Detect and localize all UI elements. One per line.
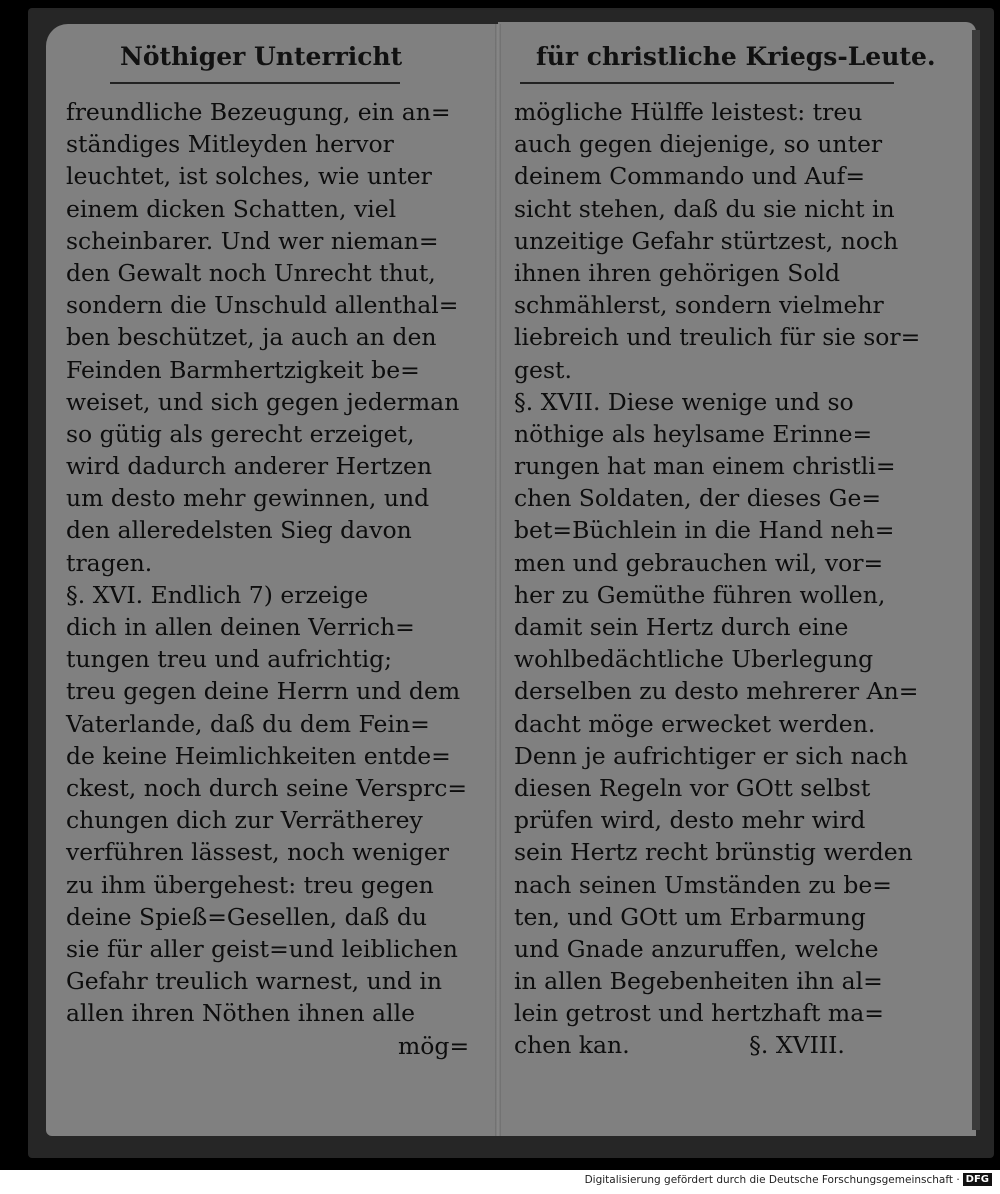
text-line: weiset, und sich gegen jederman xyxy=(66,387,460,416)
running-head-right: für christliche Kriegs-Leute. xyxy=(536,42,936,71)
text-line: in allen Begebenheiten ihn al= xyxy=(514,967,883,996)
text-line: einem dicken Schatten, viel xyxy=(66,194,397,223)
text-line: leuchtet, ist solches, wie unter xyxy=(66,162,432,191)
text-line: gest. xyxy=(514,355,572,384)
text-line: auch gegen diejenige, so unter xyxy=(514,130,883,159)
header-rule-right xyxy=(520,82,894,84)
left-page-text xyxy=(66,96,472,1029)
text-line: und Gnade anzuruffen, welche xyxy=(514,934,879,963)
text-line: lein getrost und hertzhaft ma= xyxy=(514,999,884,1028)
text-line: diesen Regeln vor GOtt selbst xyxy=(514,773,871,802)
text-line: den alleredelsten Sieg davon xyxy=(66,516,412,545)
text-line: sein Hertz recht brünstig werden xyxy=(514,838,913,867)
text-line: chen kan. §. XVIII. xyxy=(514,1031,845,1060)
text-line: men und gebrauchen wil, vor= xyxy=(514,548,884,577)
text-line: Denn je aufrichtiger er sich nach xyxy=(514,741,909,770)
text-line: schmählerst, sondern vielmehr xyxy=(514,291,884,320)
footer-credit: Digitalisierung gefördert durch die Deutsche Forschungsgemeinschaft · xyxy=(584,1173,960,1186)
text-line: derselben zu desto mehrerer An= xyxy=(514,677,919,706)
text-line: freundliche Bezeugung, ein an= xyxy=(66,98,451,126)
text-line: sondern die Unschuld allenthal= xyxy=(66,291,459,320)
text-line: liebreich und treulich für sie sor= xyxy=(514,323,921,352)
text-line: prüfen wird, desto mehr wird xyxy=(514,806,866,835)
text-line: dacht möge erwecket werden. xyxy=(514,709,876,738)
text-line: sicht stehen, daß du sie nicht in xyxy=(514,194,895,223)
text-line: her zu Gemüthe führen wollen, xyxy=(514,580,886,609)
book-gutter xyxy=(495,24,501,1136)
text-line: tragen. xyxy=(66,548,153,577)
text-line: rungen hat man einem christli= xyxy=(514,452,896,481)
text-line: de keine Heimlichkeiten entde= xyxy=(66,741,451,770)
page-edge xyxy=(972,30,980,1130)
text-line: wird dadurch anderer Hertzen xyxy=(66,452,433,481)
running-head-left: Nöthiger Unterricht xyxy=(120,42,403,71)
text-line: allen ihren Nöthen ihnen alle xyxy=(66,999,416,1028)
text-line: scheinbarer. Und wer nieman= xyxy=(66,226,439,255)
text-line: ben beschützet, ja auch an den xyxy=(66,323,437,352)
text-line: treu gegen deine Herrn und dem xyxy=(66,677,461,706)
text-line: wohlbedächtliche Uberlegung xyxy=(514,645,874,674)
text-line: den Gewalt noch Unrecht thut, xyxy=(66,258,436,287)
header-rule-left xyxy=(110,82,400,84)
text-line: chen Soldaten, der dieses Ge= xyxy=(514,484,882,513)
text-line: um desto mehr gewinnen, und xyxy=(66,484,430,513)
text-line: tungen treu und aufrichtig; xyxy=(66,645,393,674)
text-line: Gefahr treulich warnest, und in xyxy=(66,967,443,996)
digitization-footer xyxy=(585,1173,992,1186)
text-line: ständiges Mitleyden hervor xyxy=(66,130,394,159)
text-line: sie für aller geist=und leiblichen xyxy=(66,934,458,963)
text-line: so gütig als gerecht erzeiget, xyxy=(66,419,415,448)
text-line: nöthige als heylsame Erinne= xyxy=(514,419,873,448)
text-line: unzeitige Gefahr stürtzest, noch xyxy=(514,226,899,255)
text-line: §. XVI. Endlich 7) erzeige xyxy=(66,580,369,609)
text-line: damit sein Hertz durch eine xyxy=(514,613,849,641)
dfg-logo: DFG xyxy=(963,1173,992,1186)
text-line: ihnen ihren gehörigen Sold xyxy=(514,258,841,287)
text-line: mögliche Hülffe leistest: treu xyxy=(514,98,863,126)
text-line: ten, und GOtt um Erbarmung xyxy=(514,902,866,931)
text-line: Feinden Barmhertzigkeit be= xyxy=(66,355,420,384)
text-line: deine Spieß=Gesellen, daß du xyxy=(66,902,427,931)
text-line: dich in allen deinen Verrich= xyxy=(66,613,415,641)
text-line: nach seinen Umständen zu be= xyxy=(514,870,892,899)
text-line: verführen lässest, noch weniger xyxy=(66,838,450,867)
text-line: bet=Büchlein in die Hand neh= xyxy=(514,516,895,545)
text-line: deinem Commando und Auf= xyxy=(514,162,866,191)
text-line: §. XVII. Diese wenige und so xyxy=(514,387,854,416)
text-line: Vaterlande, daß du dem Fein= xyxy=(66,709,430,738)
text-line: chungen dich zur Verrätherey xyxy=(66,806,423,835)
text-line: ckest, noch durch seine Versprc= xyxy=(66,773,468,802)
right-page-text xyxy=(514,96,921,1062)
catchword: mög= xyxy=(398,1032,470,1060)
text-line: zu ihm übergehest: treu gegen xyxy=(66,870,434,899)
